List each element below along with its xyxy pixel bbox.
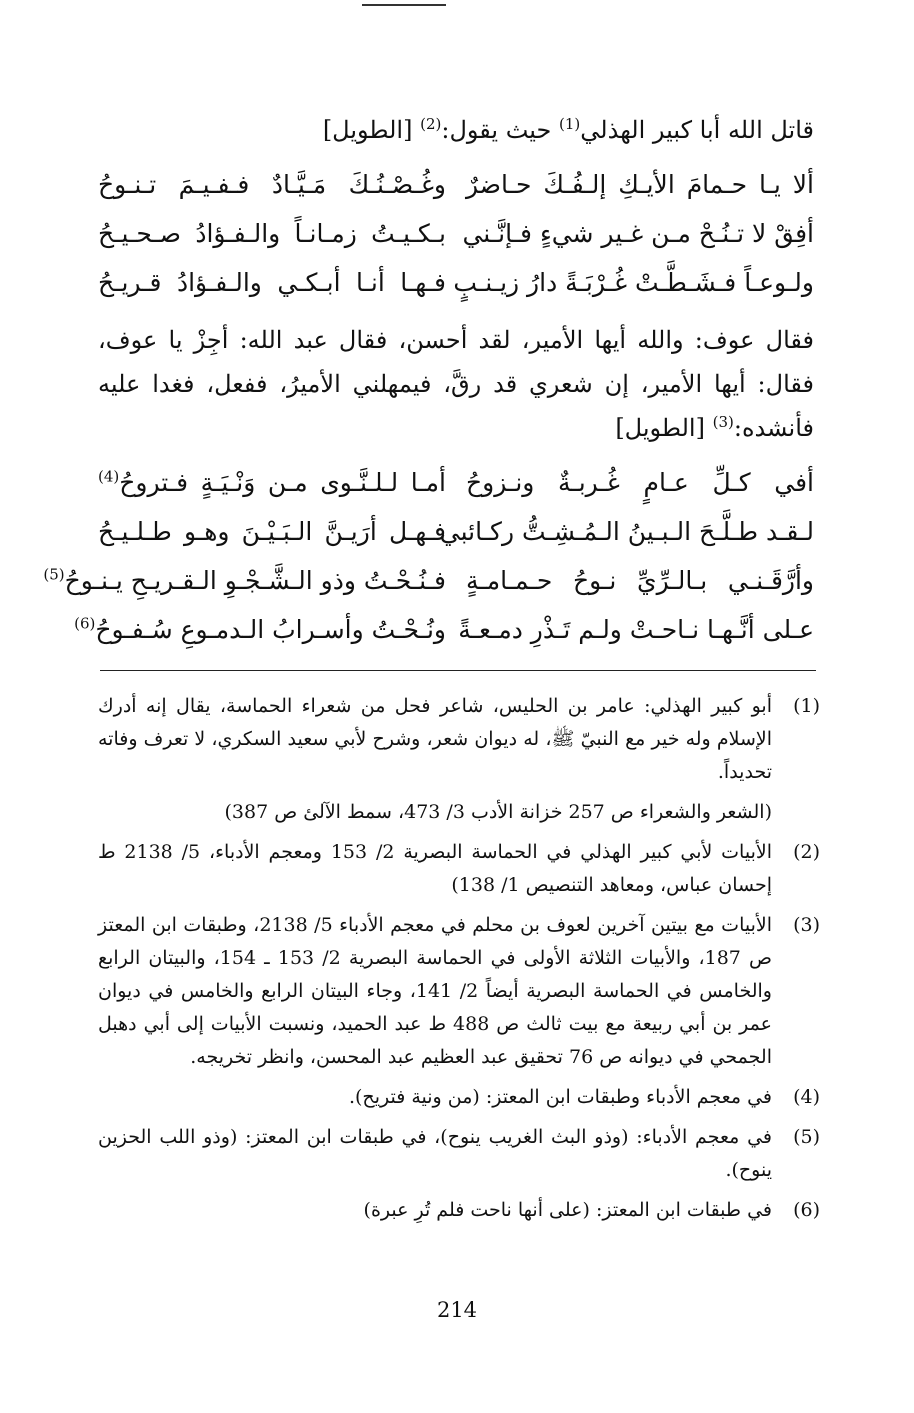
- footnote-text: في معجم الأدباء: (وذو البث الغريب ينوح)، في طبقات ابن المعتز: (وذو اللب الحزين ينوح).: [98, 1126, 772, 1181]
- footnote-ref-1[interactable]: (1): [559, 115, 581, 133]
- footnote-ref-2[interactable]: (2): [420, 115, 442, 133]
- verse-first-hemistich: أفِقْ لا تـنُـحْ مـن غـير شيءٍ فـإنَّـني: [462, 219, 814, 248]
- footnote-item: [98, 1121, 820, 1187]
- verse-first-hemistich: أفي كـلِّ عـامٍ غُـربـةٌ ونـزوحُ: [466, 468, 814, 497]
- footnote-item: [98, 1081, 820, 1114]
- footnote-text: أبو كبير الهذلي: عامر بن الحليس، شاعر فحل من شعراء الحماسة، يقال إنه أدرك الإسلام وله خير مع النبيّ ﷺ، له ديوان شعر، وشرح لأبي سعيد السكري، لا تعرف وفاته تحديداً.: [98, 695, 772, 783]
- footnote-separator: [100, 670, 816, 671]
- top-rule: [362, 4, 446, 6]
- intro-line: [98, 110, 814, 150]
- verse-second-hemistich: [43, 565, 446, 595]
- footnote-number: (1): [793, 695, 820, 717]
- verse-first-hemistich: عـلى أنَّـهـا نـاحـتْ ولـم تَـذْرِ دمـعـةً: [458, 615, 814, 644]
- footnote-ref-6[interactable]: (6): [74, 614, 96, 633]
- meter-label: [الطويل]: [322, 116, 421, 144]
- meter-label: [الطويل]: [615, 414, 713, 442]
- poem-1: [98, 160, 814, 307]
- body-paragraph: [98, 318, 814, 450]
- hemistich-text: أمـا لـلـنَّـوى مـن وَنْـيَـةٍ فـتروحُ: [119, 468, 446, 497]
- footnote-number: (2): [793, 841, 820, 863]
- verse-second-hemistich: [74, 614, 446, 644]
- footnote-text: في معجم الأدباء وطبقات ابن المعتز: (من ونية فتريح).: [348, 1086, 772, 1108]
- verse-second-hemistich: بـكـيـتُ زمـانـاً والـفـؤادُ صـحـيـحُ: [98, 219, 446, 248]
- footnote-text: في طبقات ابن المعتز: (على أنها ناحت فلم تُرِ عبرة): [363, 1199, 772, 1221]
- footnote-text: الأبيات لأبي كبير الهذلي في الحماسة البصرية 2/ 153 ومعجم الأدباء، 5/ 2138 ط إحسان عباس، ومعاهد التنصيص 1/ 138): [98, 841, 772, 896]
- footnote-ref-3[interactable]: (3): [712, 413, 734, 431]
- verse-second-hemistich: فـهـا أنـا أبـكـي والـفـؤادُ قـريـحُ: [98, 268, 446, 297]
- verse: [98, 258, 814, 307]
- poem-2: [43, 458, 814, 654]
- hemistich-text: فـنُـحْـتُ وذو الـشَّـجْـوِ الـقـريـحِ يـنـوحُ: [64, 566, 446, 595]
- intro-text: قاتل الله أبا كبير الهذلي: [580, 116, 814, 144]
- footnote-source: (الشعر والشعراء ص 257 خزانة الأدب 3/ 473، سمط الآلئ ص 387): [224, 801, 772, 823]
- footnote-number: (4): [793, 1086, 820, 1108]
- footnote-item: [98, 909, 820, 1074]
- footnote-number: (6): [793, 1199, 820, 1221]
- footnote-number: (5): [793, 1126, 820, 1148]
- verse: [74, 605, 814, 654]
- verse-second-hemistich: وغُـصْـنُـكَ مَـيَّـادٌ فـفـيـمَ تـنـوحُ: [98, 170, 446, 199]
- verse: [98, 160, 814, 209]
- verse-first-hemistich: ألا يـا حـمامَ الأيـكِ إلـفُـكَ حـاضرٌ: [466, 170, 814, 199]
- verse: [98, 507, 814, 556]
- paragraph-text: فقال عوف: والله أيها الأمير، لقد أحسن، فقال عبد الله: أجِزْ يا عوف، فقال: أيها الأمير، إن شعري قد رقَّ، فيمهلني الأميرُ، ففعل، فغدا عليه فأنشده:: [98, 326, 815, 442]
- footnotes: [98, 690, 820, 1234]
- verse-first-hemistich: وأرَّقَـنـي بـالـرِّيِّ نـوحُ حـمـامـةٍ: [466, 566, 814, 595]
- verse: [43, 556, 814, 605]
- footnote-number: (3): [793, 914, 820, 936]
- footnote-ref-4[interactable]: (4): [98, 467, 120, 486]
- verse-second-hemistich: فـهـل أرَيـنَّ الـبَـيْـنَ وهـو طـلـيـحُ: [98, 517, 446, 546]
- footnote-item: [98, 690, 820, 789]
- footnote-item: [98, 1194, 820, 1227]
- verse-second-hemistich: [98, 468, 446, 497]
- page-number: 214: [436, 1298, 478, 1322]
- footnote-item: [98, 836, 820, 902]
- hemistich-text: ونُـحْـتُ وأسـرابُ الـدمـوعِ سُـفـوحُ: [95, 615, 446, 644]
- footnote-ref-5[interactable]: (5): [43, 565, 65, 584]
- footnote-text: الأبيات مع بيتين آخرين لعوف بن محلم في معجم الأدباء 5/ 2138، وطبقات ابن المعتز ص 187، والأبيات الثلاثة الأولى في الحماسة البصرية 2/ 153 ـ 154، والبيتان الرابع والخامس في الحماسة البصرية أيضاً 2/ 141، وجاء البيتان الرابع والخامس في ديوان عمر بن أبي ربيعة مع بيت ثالث ص 488 ط عبد الحميد، ونسبت الأبيات إلى أبي دهبل الجمحي في ديوانه ص 76 تحقيق عبد العظيم عبد المحسن، وانظر تخريجه.: [98, 914, 772, 1068]
- verse: [98, 458, 814, 507]
- verse: [98, 209, 814, 258]
- intro-text-2: حيث يقول:: [441, 116, 560, 144]
- verse-first-hemistich: لـقـد طـلَّـحَ الـبـينُ الـمُـشِـتُّ ركـائبي: [439, 517, 814, 546]
- verse-first-hemistich: ولـوعـاً فـشَـطَّـتْ غُـرْبَـةً دارُ زيـنـبٍ: [453, 268, 814, 297]
